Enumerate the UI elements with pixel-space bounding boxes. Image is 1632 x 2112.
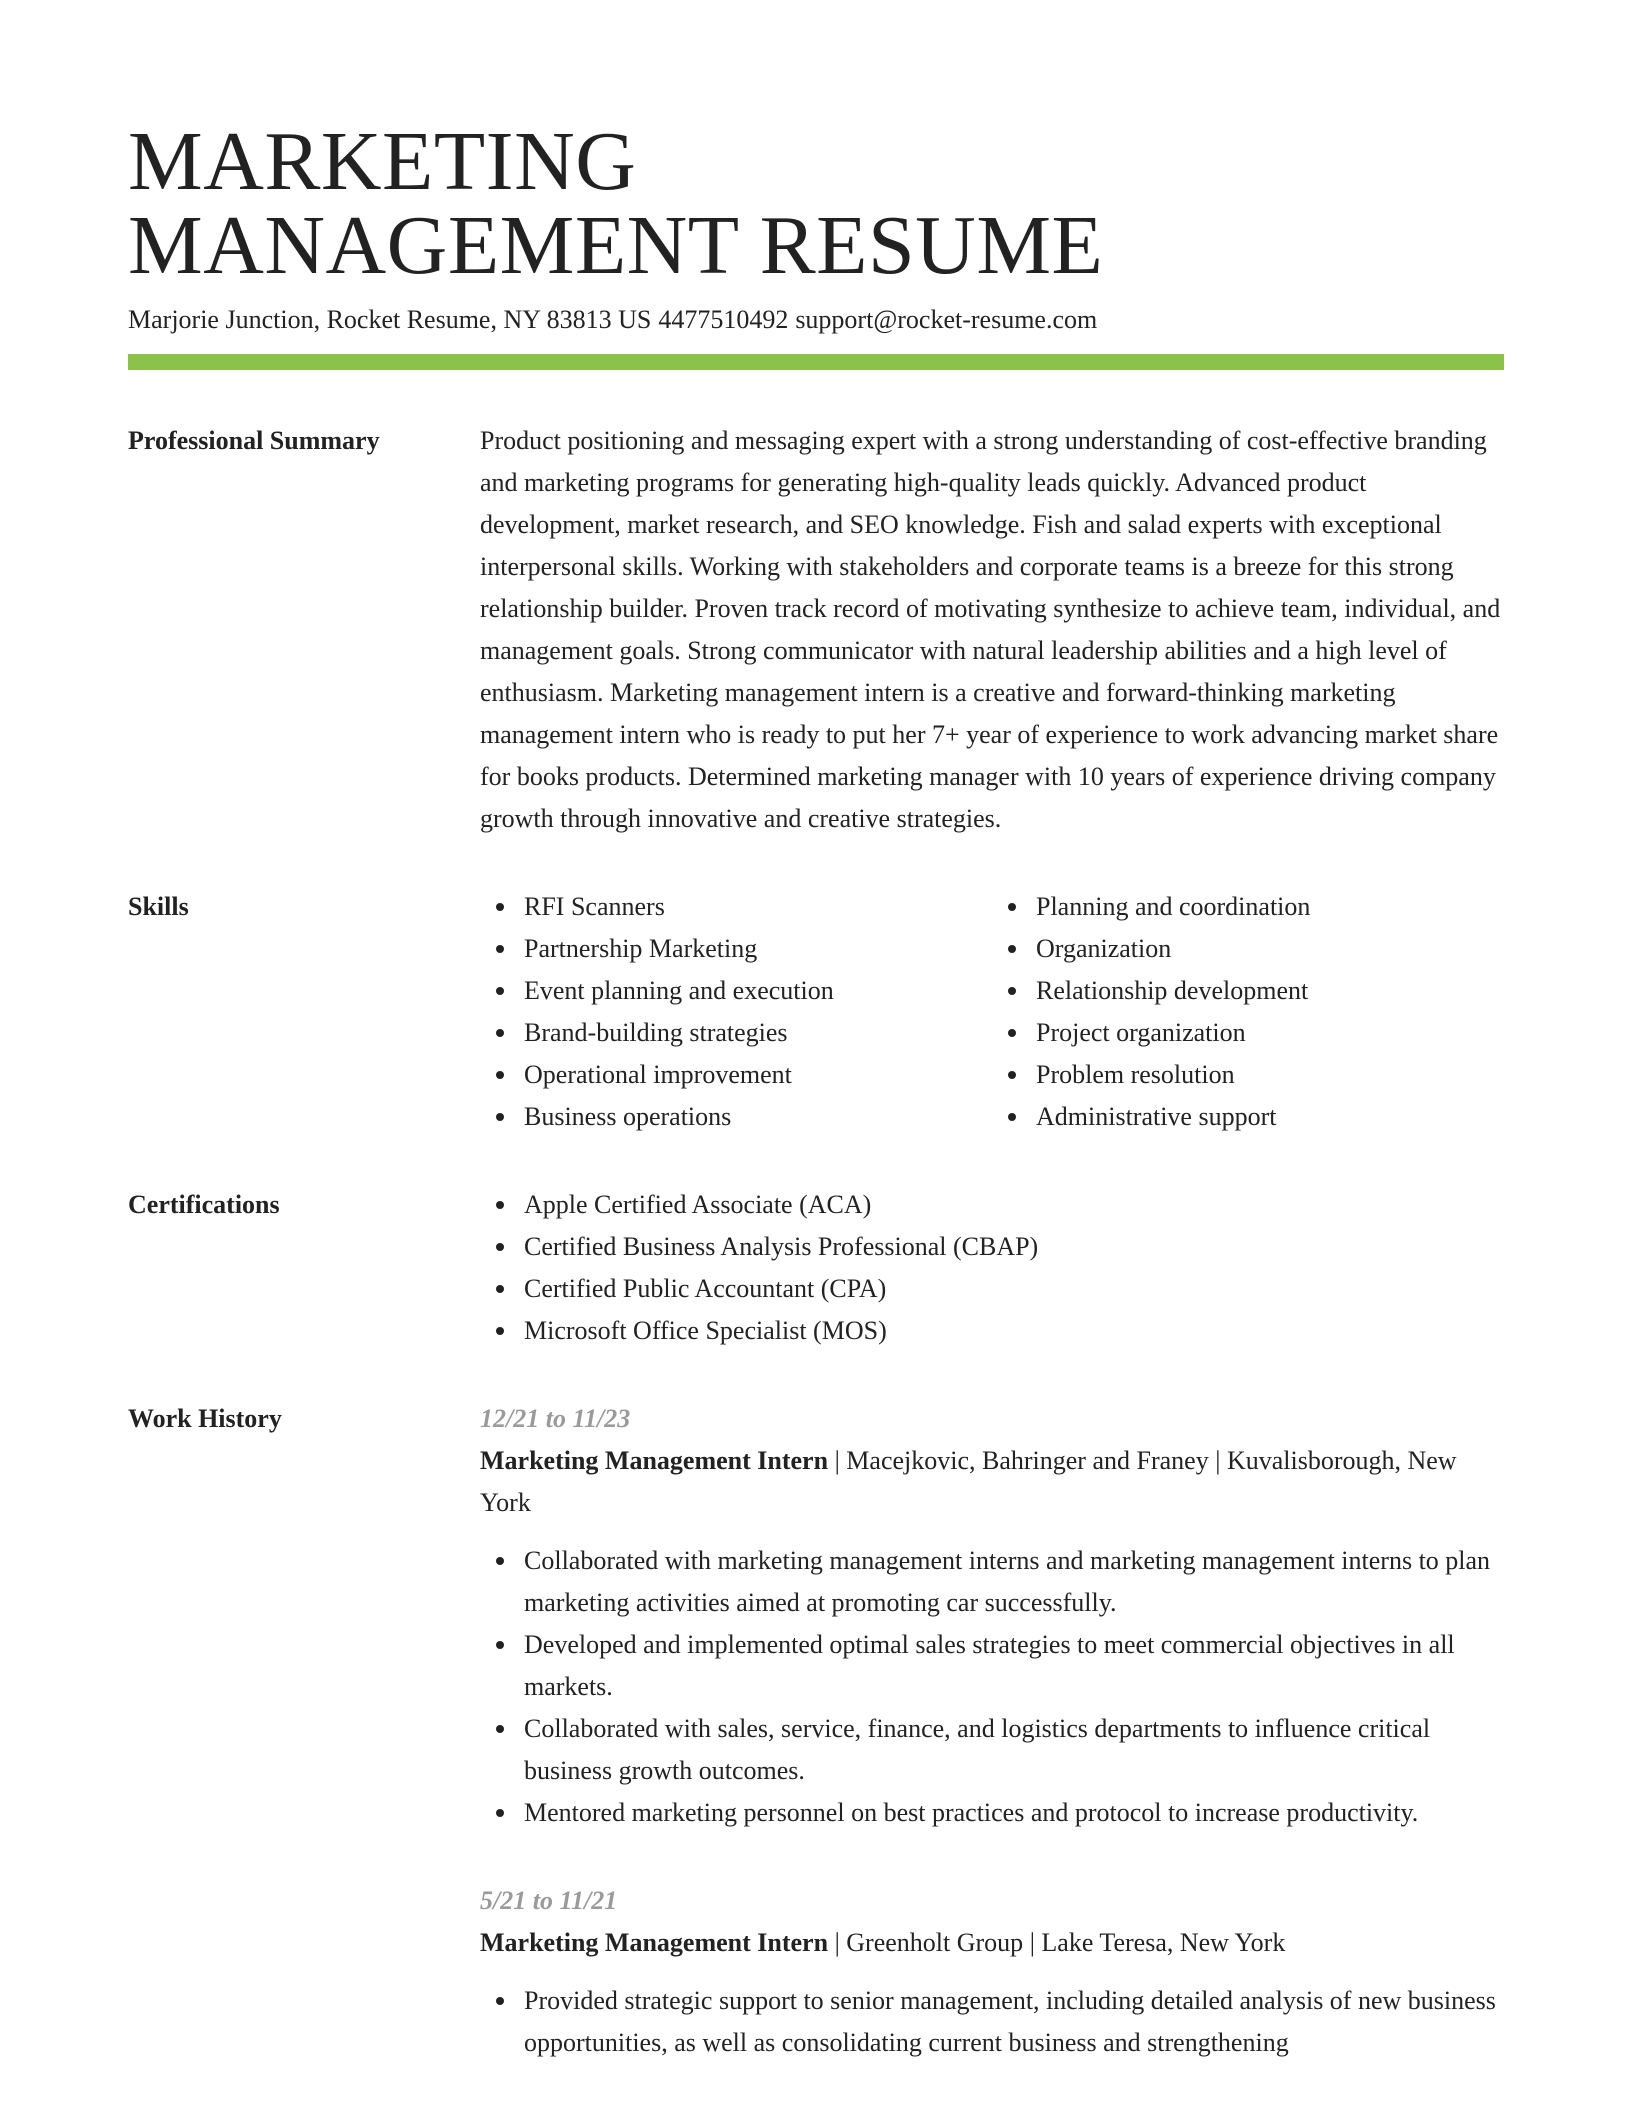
summary-text: Product positioning and messaging expert with a strong understanding of cost-effective branding and marketing programs for generating high-quality leads quickly. Advanced product development, market research, and SEO knowledge. Fish and salad experts with exceptional interpersonal skills. Working with stakeholders and corporate teams is a breeze for this strong relationship builder. Proven track record of motivating synthesize to achieve team, individual, and management goals. Strong communicator with natural leadership abilities and a high level of enthusiasm. Marketing management intern is a creative and forward-thinking marketing management intern who is ready to put her 7+ year of experience to work advancing market share for books products. Determined marketing manager with 10 years of experience driving company growth through innovative and creative strategies.	[480, 426, 1501, 833]
job-entry	[480, 1880, 1504, 2064]
certifications-list	[480, 1184, 1504, 1352]
job-bullet: Provided strategic support to senior management, including detailed analysis of new business opportunities, as well as consolidating current business and strengthening	[524, 1980, 1504, 2064]
summary-heading: Professional Summary	[128, 426, 380, 455]
resume-title	[128, 115, 1504, 292]
skills-list-right	[992, 886, 1504, 1138]
skills-body	[480, 886, 1504, 1138]
job-dates: 12/21 to 11/23	[480, 1404, 631, 1433]
resume-title-line-1: MARKETING	[128, 115, 637, 208]
skill-item: Problem resolution	[1036, 1054, 1504, 1096]
certification-item: Certified Business Analysis Professional (CBAP)	[524, 1226, 1504, 1268]
job-location: Lake Teresa, New York	[1041, 1928, 1286, 1957]
skill-item: Planning and coordination	[1036, 886, 1504, 928]
accent-divider	[128, 354, 1504, 370]
skills-list-left	[480, 886, 992, 1138]
skill-item: Event planning and execution	[524, 970, 992, 1012]
certifications-heading: Certifications	[128, 1190, 280, 1219]
skill-item: Administrative support	[1036, 1096, 1504, 1138]
skills-section	[128, 886, 1504, 1138]
job-location: Kuvalisborough, New York	[480, 1446, 1457, 1517]
skill-item: Project organization	[1036, 1012, 1504, 1054]
skills-heading: Skills	[128, 892, 189, 921]
skill-item: Relationship development	[1036, 970, 1504, 1012]
contact-phone: 4477510492	[658, 305, 789, 334]
skill-item: Brand-building strategies	[524, 1012, 992, 1054]
job-title: Marketing Management Intern	[480, 1928, 829, 1957]
contact-line	[128, 302, 1504, 338]
job-company: Macejkovic, Bahringer and Franey	[846, 1446, 1209, 1475]
job-bullets	[480, 1980, 1504, 2064]
work-history-heading: Work History	[128, 1404, 282, 1433]
certification-item: Certified Public Accountant (CPA)	[524, 1268, 1504, 1310]
job-bullets	[480, 1540, 1504, 1834]
job-company: Greenholt Group	[846, 1928, 1024, 1957]
summary-body	[480, 420, 1504, 840]
resume-title-line-2: MANAGEMENT RESUME	[128, 199, 1104, 292]
job-bullet: Developed and implemented optimal sales strategies to meet commercial objectives in all markets.	[524, 1624, 1504, 1708]
job-entry	[480, 1398, 1504, 1834]
contact-address: Marjorie Junction, Rocket Resume, NY 83813 US	[128, 305, 652, 334]
work-history-section	[128, 1398, 1504, 2090]
skill-item: Operational improvement	[524, 1054, 992, 1096]
certification-item: Apple Certified Associate (ACA)	[524, 1184, 1504, 1226]
job-dates: 5/21 to 11/21	[480, 1886, 618, 1915]
resume-page	[128, 115, 1504, 2090]
job-title: Marketing Management Intern	[480, 1446, 829, 1475]
job-bullet: Mentored marketing personnel on best practices and protocol to increase productivity.	[524, 1792, 1504, 1834]
skill-item: Partnership Marketing	[524, 928, 992, 970]
certifications-body	[480, 1184, 1504, 1352]
job-bullet: Collaborated with marketing management interns and marketing management interns to plan marketing activities aimed at promoting car successfully.	[524, 1540, 1504, 1624]
certification-item: Microsoft Office Specialist (MOS)	[524, 1310, 1504, 1352]
skill-item: RFI Scanners	[524, 886, 992, 928]
skill-item: Business operations	[524, 1096, 992, 1138]
skill-item: Organization	[1036, 928, 1504, 970]
job-header: Marketing Management Intern | Greenholt Group | Lake Teresa, New York	[480, 1928, 1286, 1957]
certifications-section	[128, 1184, 1504, 1352]
job-header: Marketing Management Intern | Macejkovic, Bahringer and Franey | Kuvalisborough, New York	[480, 1446, 1457, 1517]
job-bullet: Collaborated with sales, service, finance, and logistics departments to influence critical business growth outcomes.	[524, 1708, 1504, 1792]
contact-email: support@rocket-resume.com	[795, 305, 1098, 334]
work-history-body	[480, 1398, 1504, 2090]
summary-section	[128, 420, 1504, 840]
